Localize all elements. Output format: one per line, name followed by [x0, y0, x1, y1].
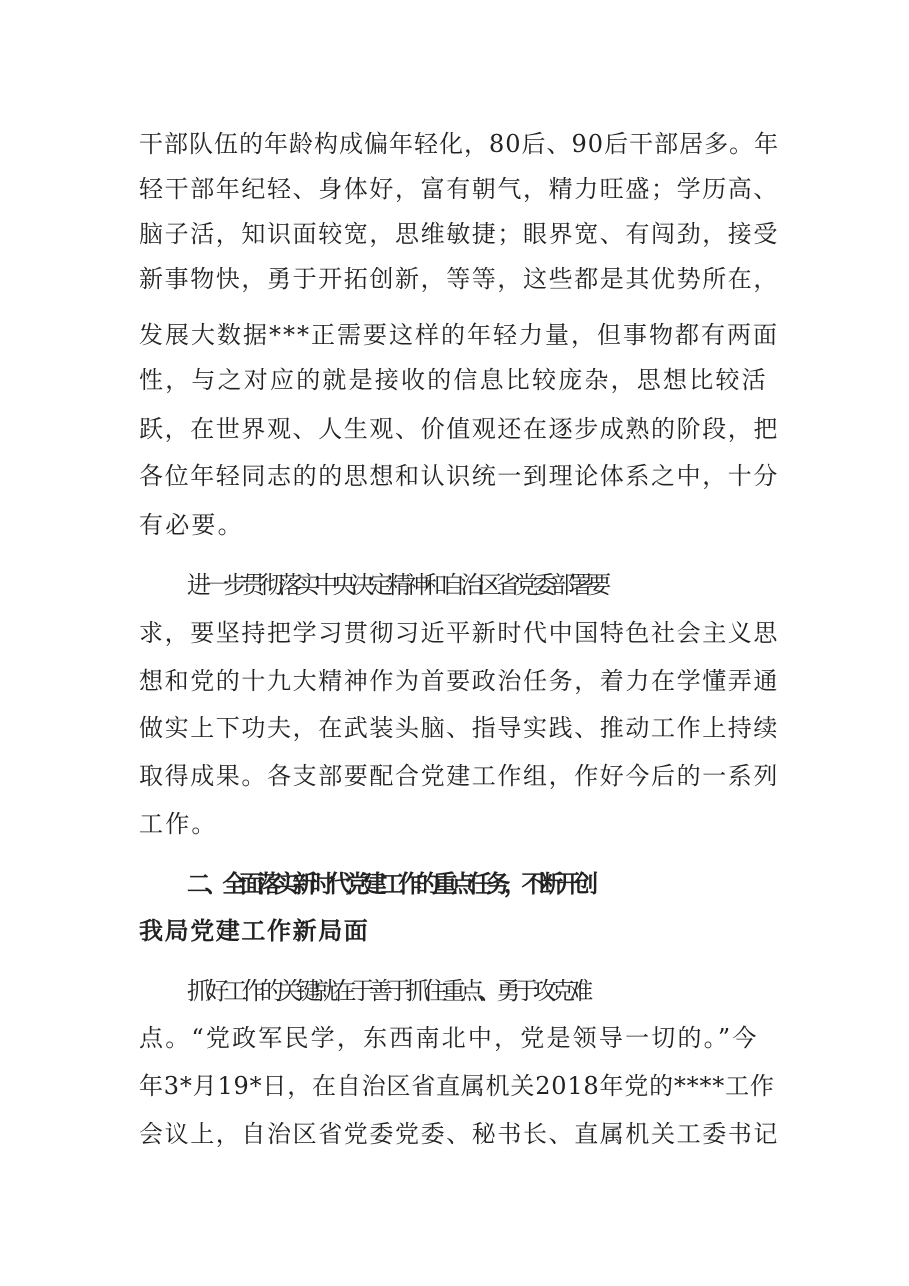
paragraph-1-line: 跃，在世界观、人生观、价值观还在逐步成熟的阶段，把 [139, 415, 779, 443]
paragraph-2-line: 求，要坚持把学习贯彻习近平新时代中国特色社会主义思 [139, 619, 779, 647]
paragraph-3-line: 点。“党政军民学，东西南北中，党是领导一切的。”今 [139, 1024, 759, 1052]
paragraph-1-line: 发展大数据***正需要这样的年轻力量，但事物都有两面 [139, 321, 779, 349]
paragraph-1-line: 干部队伍的年龄构成偏年轻化，80后、90后干部居多。年 [139, 130, 780, 158]
paragraph-1-line: 新事物快，勇于开拓创新，等等，这些都是其优势所在， [139, 265, 779, 293]
paragraph-1-line: 各位年轻同志的的思想和认识统一到理论体系之中，十分 [139, 462, 779, 490]
paragraph-2-line: 取得成果。各支部要配合党建工作组，作好今后的一系列 [139, 762, 779, 790]
paragraph-2-line: 进一步贯彻落实中央决定精神和自治区省党委部署要 [187, 571, 606, 599]
paragraph-1-line: 有必要。 [139, 511, 244, 539]
paragraph-3-line: 会议上，自治区省党委党委、秘书长、直属机关工委书记 [139, 1120, 779, 1148]
paragraph-2-line: 工作。 [139, 810, 218, 838]
paragraph-1-line: 轻干部年纪轻、身体好，富有朝气，精力旺盛；学历高、 [139, 175, 779, 203]
section-heading-line: 我局党建工作新局面 [139, 917, 370, 945]
paragraph-3-line: 年3*月19*日，在自治区省直属机关2018年党的****工作 [139, 1072, 775, 1100]
paragraph-1-line: 脑子活，知识面较宽，思维敏捷；眼界宽、有闯劲，接受 [139, 220, 779, 248]
paragraph-2-line: 想和党的十九大精神作为首要政治任务，着力在学懂弄通 [139, 667, 779, 695]
section-heading-line: 二、全面落实新时代党建工作的重点任务，不断开创 [187, 870, 592, 898]
paragraph-2-line: 做实上下功夫，在武装头脑、指导实践、推动工作上持续 [139, 714, 779, 742]
paragraph-1-line: 性，与之对应的就是接收的信息比较庞杂，思想比较活 [139, 366, 768, 394]
paragraph-3-line: 抓好工作的关键就在于善于抓住重点、勇于攻克难 [187, 977, 588, 1005]
